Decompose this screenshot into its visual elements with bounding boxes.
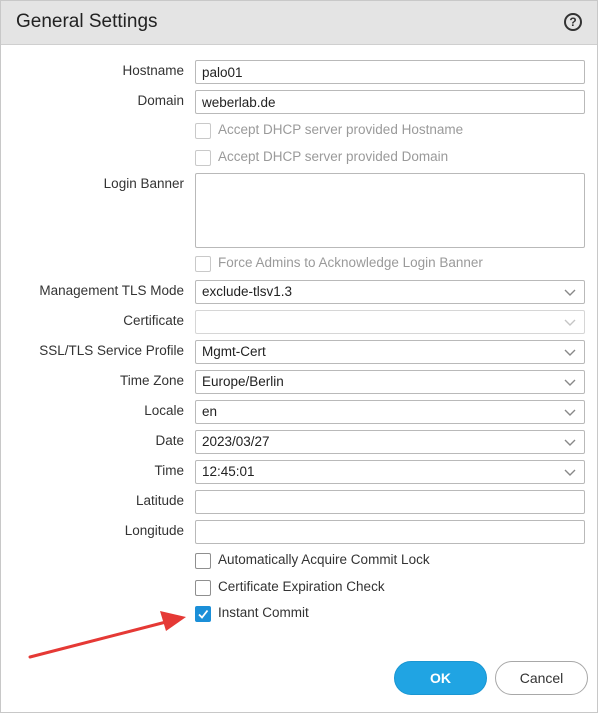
- chevron-down-icon: [564, 406, 576, 418]
- chevron-down-icon: [564, 436, 576, 448]
- chevron-down-icon: [564, 316, 576, 328]
- time-zone-value: Europe/Berlin: [202, 374, 284, 389]
- hostname-input[interactable]: [195, 60, 585, 84]
- time-zone-select[interactable]: [195, 370, 585, 394]
- commit-lock-label: Automatically Acquire Commit Lock: [218, 552, 430, 567]
- force-ack-label: Force Admins to Acknowledge Login Banner: [218, 255, 483, 270]
- time-label: Time: [154, 463, 184, 478]
- ok-button[interactable]: OK: [394, 661, 487, 695]
- chevron-down-icon: [564, 286, 576, 298]
- ssl-profile-label: SSL/TLS Service Profile: [39, 343, 184, 358]
- time-value: 12:45:01: [202, 464, 255, 479]
- date-value: 2023/03/27: [202, 434, 270, 449]
- tls-mode-value: exclude-tlsv1.3: [202, 284, 293, 299]
- longitude-label: Longitude: [124, 523, 184, 538]
- time-zone-label: Time Zone: [119, 373, 184, 388]
- commit-lock-checkbox[interactable]: [195, 553, 211, 569]
- date-label: Date: [155, 433, 184, 448]
- locale-select[interactable]: [195, 400, 585, 424]
- chevron-down-icon: [564, 376, 576, 388]
- dhcp-domain-checkbox[interactable]: [195, 150, 211, 166]
- time-select[interactable]: [195, 460, 585, 484]
- instant-commit-checkbox[interactable]: [195, 606, 211, 622]
- login-banner-textarea[interactable]: [195, 173, 585, 248]
- help-icon[interactable]: ?: [564, 13, 582, 31]
- cancel-button[interactable]: Cancel: [495, 661, 588, 695]
- locale-value: en: [202, 404, 218, 419]
- instant-commit-label: Instant Commit: [218, 605, 309, 620]
- domain-input[interactable]: [195, 90, 585, 114]
- dialog-titlebar: [1, 1, 597, 45]
- force-ack-checkbox[interactable]: [195, 256, 211, 272]
- latitude-label: Latitude: [135, 493, 184, 508]
- dialog-title: General Settings: [16, 11, 158, 32]
- ssl-profile-value: Mgmt-Cert: [202, 344, 266, 359]
- certificate-select[interactable]: [195, 310, 585, 334]
- domain-label: Domain: [137, 93, 184, 108]
- locale-label: Locale: [144, 403, 184, 418]
- tls-mode-select[interactable]: [195, 280, 585, 304]
- dhcp-domain-label: Accept DHCP server provided Domain: [218, 149, 449, 164]
- login-banner-label: Login Banner: [103, 176, 184, 191]
- cert-expiry-label: Certificate Expiration Check: [218, 579, 385, 594]
- longitude-input[interactable]: [195, 520, 585, 544]
- latitude-input[interactable]: [195, 490, 585, 514]
- certificate-label: Certificate: [123, 313, 184, 328]
- chevron-down-icon: [564, 346, 576, 358]
- cert-expiry-checkbox[interactable]: [195, 580, 211, 596]
- chevron-down-icon: [564, 466, 576, 478]
- checkmark-icon: [197, 608, 209, 620]
- date-select[interactable]: [195, 430, 585, 454]
- hostname-label: Hostname: [122, 63, 184, 78]
- dhcp-hostname-label: Accept DHCP server provided Hostname: [218, 122, 464, 137]
- dhcp-hostname-checkbox[interactable]: [195, 123, 211, 139]
- tls-mode-label: Management TLS Mode: [39, 283, 184, 298]
- ssl-profile-select[interactable]: [195, 340, 585, 364]
